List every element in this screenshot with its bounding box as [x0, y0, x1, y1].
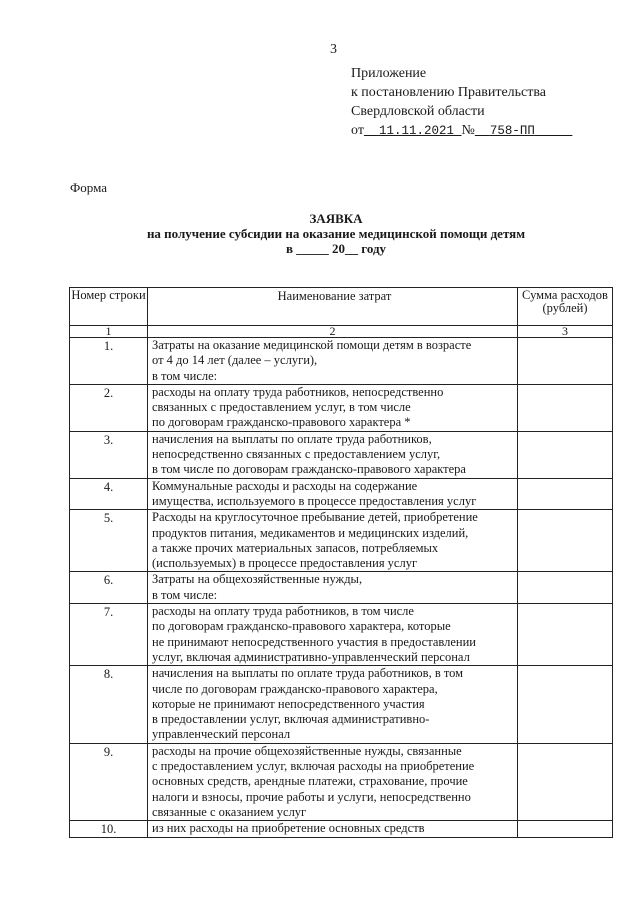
expense-description: [148, 431, 518, 478]
appendix-line-1: Приложение: [351, 66, 427, 81]
header-amount: Сумма расходов (рублей): [518, 288, 613, 326]
description-line: которые не принимают непосредственного участия: [152, 696, 425, 711]
table-row: [70, 338, 613, 385]
appendix-date-line: [351, 121, 572, 141]
description-line: не принимают непосредственного участия в предоставлении: [152, 634, 476, 649]
table-row: [70, 478, 613, 510]
title-year-line: в _____ 20__ году: [285, 241, 387, 256]
expense-description: [148, 821, 518, 838]
number-prefix: №: [461, 123, 475, 138]
amount-cell[interactable]: [518, 431, 613, 478]
description-line: управленческий персонал: [152, 727, 291, 742]
amount-cell[interactable]: [518, 604, 613, 666]
amount-cell[interactable]: [518, 510, 613, 572]
description-line: с предоставлением услуг, включая расходы на приобретение: [152, 759, 475, 774]
description-line: связанные с оказанием услуг: [152, 804, 307, 819]
description-line: Затраты на общехозяйственные нужды,: [152, 572, 363, 587]
description-line: основных средств, арендные платежи, страхование, прочие: [152, 774, 468, 789]
appendix-block: [351, 64, 572, 141]
table-row: [70, 510, 613, 572]
amount-cell[interactable]: [518, 478, 613, 510]
table-row: [70, 743, 613, 820]
description-line: числе по договорам гражданско-правового характера,: [152, 681, 438, 696]
amount-cell[interactable]: [518, 338, 613, 385]
row-number: 6.: [70, 572, 148, 604]
description-line: начисления на выплаты по оплате труда работников,: [152, 431, 432, 446]
table-row: [70, 604, 613, 666]
row-number: 8.: [70, 666, 148, 743]
decree-date: 11.11.2021: [378, 124, 454, 138]
row-number: 2.: [70, 384, 148, 431]
table-row: [70, 821, 613, 838]
expense-description: [148, 510, 518, 572]
form-label: Форма: [70, 180, 107, 195]
description-line: из них расходы на приобретение основных средств: [152, 821, 425, 836]
expense-table: [69, 287, 613, 838]
table-body: [70, 338, 613, 838]
description-line: непосредственно связанных с предоставлением услуг,: [152, 447, 441, 462]
row-number: 1.: [70, 338, 148, 385]
appendix-line-3: Свердловской области: [351, 104, 485, 119]
description-line: в том числе:: [152, 587, 218, 602]
description-line: по договорам гражданско-правового характера, которые: [152, 619, 451, 634]
row-number: 10.: [70, 821, 148, 838]
title-subtitle: на получение субсидии на оказание медицинской помощи детям: [146, 226, 526, 241]
description-line: в том числе по договорам гражданско-правового характера: [152, 462, 466, 477]
description-line: Расходы на круглосуточное пребывание детей, приобретение: [152, 510, 478, 525]
description-line: в предоставлении услуг, включая административно-: [152, 712, 430, 727]
expense-description: [148, 384, 518, 431]
table-row: [70, 666, 613, 743]
decree-number: 758-ПП: [489, 124, 535, 138]
description-line: услуг, включая административно-управленческий персонал: [152, 649, 470, 664]
description-line: а также прочих материальных запасов, потребляемых: [152, 540, 439, 555]
table-row: [70, 572, 613, 604]
description-line: (используемых) в процессе предоставления услуг: [152, 556, 418, 571]
amount-cell[interactable]: [518, 666, 613, 743]
amount-cell[interactable]: [518, 572, 613, 604]
column-number-3: 3: [518, 326, 613, 338]
description-line: от 4 до 14 лет (далее – услуги),: [152, 353, 318, 368]
description-line: налоги и взносы, прочие работы и услуги, непосредственно: [152, 789, 471, 804]
expense-description: [148, 604, 518, 666]
column-number-1: 1: [70, 326, 148, 338]
row-number: 4.: [70, 478, 148, 510]
amount-cell[interactable]: [518, 821, 613, 838]
description-line: продуктов питания, медикаментов и медицинских изделий,: [152, 525, 469, 540]
description-line: в том числе:: [152, 368, 218, 383]
expense-description: [148, 338, 518, 385]
column-number-row: [70, 326, 613, 338]
table-row: [70, 431, 613, 478]
description-line: Коммунальные расходы и расходы на содержание: [152, 478, 418, 493]
row-number: 9.: [70, 743, 148, 820]
row-number: 5.: [70, 510, 148, 572]
header-expense-name: Наименование затрат: [148, 288, 518, 326]
table-header-row: [70, 288, 613, 326]
page-number: 3: [330, 42, 337, 57]
amount-cell[interactable]: [518, 743, 613, 820]
description-line: Затраты на оказание медицинской помощи детям в возрасте: [152, 338, 472, 352]
description-line: расходы на оплату труда работников, непосредственно: [152, 384, 444, 399]
document-title: [0, 211, 640, 256]
description-line: начисления на выплаты по оплате труда работников, в том: [152, 666, 464, 681]
title-main: ЗАЯВКА: [309, 211, 363, 226]
description-line: расходы на прочие общехозяйственные нужды, связанные: [152, 743, 462, 758]
description-line: расходы на оплату труда работников, в том числе: [152, 604, 414, 619]
appendix-line-2: к постановлению Правительства: [351, 85, 547, 100]
expense-description: [148, 743, 518, 820]
expense-description: [148, 572, 518, 604]
description-line: по договорам гражданско-правового характера *: [152, 415, 411, 430]
amount-cell[interactable]: [518, 384, 613, 431]
row-number: 3.: [70, 431, 148, 478]
expense-description: [148, 666, 518, 743]
date-prefix: от: [351, 123, 364, 138]
expense-description: [148, 478, 518, 510]
column-number-2: 2: [148, 326, 518, 338]
description-line: связанных с предоставлением услуг, в том числе: [152, 400, 411, 415]
header-row-number: Номер строки: [70, 288, 148, 326]
description-line: имущества, используемого в процессе предоставления услуг: [152, 493, 477, 508]
table-row: [70, 384, 613, 431]
row-number: 7.: [70, 604, 148, 666]
